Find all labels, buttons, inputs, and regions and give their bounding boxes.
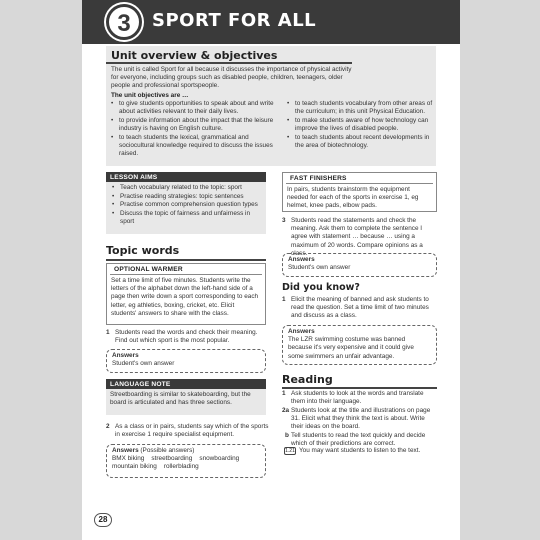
page-number: 28 bbox=[94, 513, 112, 527]
unit-title: SPORT FOR ALL bbox=[152, 10, 317, 31]
unit-number: 3 bbox=[117, 10, 131, 37]
objective-item: • to provide information about the impact that the leisure industry is having on English culture. bbox=[111, 117, 276, 133]
reading-item-2b: b Tell students to read the text quickly and decide which of their predictions are correct. bbox=[285, 432, 426, 448]
optional-warmer-box bbox=[106, 263, 266, 325]
reading-item-2a: 2a Students look at the title and illustrations on page 31. Elicit what they think the text is about. Write their ideas on the board. bbox=[282, 407, 431, 431]
lesson-aim-item: • Practise reading strategies: topic sentences bbox=[112, 193, 262, 201]
language-note-box bbox=[106, 379, 266, 415]
answers-box-2: Answers (Possible answers) BMX biking streetboarding snowboarding mountain biking rollerblading bbox=[106, 444, 266, 478]
fast-finishers-text: In pairs, students brainstorm the equipment needed for each of the sports in exercise 1, eg helmet, knee pads, elbow pads. bbox=[287, 186, 419, 210]
optional-warmer-label: OPTIONAL WARMER bbox=[110, 264, 262, 275]
fast-finishers-label: FAST FINISHERS bbox=[286, 173, 433, 184]
topic-item-2: 2 As a class or in pairs, students say which of the sports in exercise 1 require specialist equipment. bbox=[106, 423, 269, 439]
reading-title: Reading bbox=[282, 373, 333, 386]
language-note-label: LANGUAGE NOTE bbox=[106, 379, 266, 389]
objectives-right bbox=[287, 100, 437, 151]
reading-item-1: 1 Ask students to look at the words and translate them into their language. bbox=[282, 390, 424, 406]
overview-rule bbox=[106, 62, 352, 64]
objective-item: • to teach students about recent developments in the area of biotechnology. bbox=[287, 134, 437, 150]
objective-item: • to make students aware of how technology can improve the lives of disabled people. bbox=[287, 117, 437, 133]
did-you-know-item-1: 1 Elicit the meaning of banned and ask students to read the question. Set a time limit of two minutes and discuss as a class. bbox=[282, 296, 429, 320]
lesson-aim-item: • Discuss the topic of fairness and unfairness in sport bbox=[112, 210, 262, 226]
language-note-text: Streetboarding is similar to skateboarding, but the board is articulated and has three sections. bbox=[110, 391, 251, 407]
cd-track-icon: 1.21 bbox=[285, 448, 295, 454]
lesson-aim-item: • Practise common comprehension question types bbox=[112, 201, 262, 209]
objective-item: • to teach students vocabulary from other areas of the curriculum; in this unit Physical Education. bbox=[287, 100, 437, 116]
unit-header bbox=[82, 0, 460, 44]
overview-intro: The unit is called Sport for all because it discusses the importance of physical activity for everyone, including groups such as disabled people, children, teenagers, older people and professional sportspeople. bbox=[111, 66, 352, 90]
topic-words-title: Topic words bbox=[106, 244, 180, 257]
overview-title: Unit overview & objectives bbox=[111, 49, 278, 62]
optional-warmer-text: Set a time limit of five minutes. Students write the letters of the alphabet down the left-hand side of a page then write down a sport corresponding to each letter, eg athletics, boxing, cricket, etc. Elicit students' answers to share with the class. bbox=[111, 277, 259, 317]
objective-item: • to give students opportunities to speak about and write about activities relevant to their daily lives. bbox=[111, 100, 276, 116]
lesson-aim-item: • Teach vocabulary related to the topic: sport bbox=[112, 184, 262, 192]
answers-box-3: Answers Student's own answer bbox=[282, 253, 437, 277]
answers-box-1: Answers Student's own answer bbox=[106, 349, 266, 373]
unit-number-badge bbox=[106, 4, 142, 40]
topic-item-1: 1 Students read the words and check their meaning. Find out which sport is the most popular. bbox=[106, 329, 258, 345]
item-3: 3 Students read the statements and check the meaning. Ask them to complete the sentence I agree with statement … because … using a maximum of 20 words. Compare opinions as a class. bbox=[282, 217, 423, 257]
textbook-page bbox=[82, 0, 460, 540]
answers-box-4: Answers The LZR swimming costume was banned because it's very expensive and it could give some swimmers an unfair advantage. bbox=[282, 325, 437, 365]
fast-finishers-box bbox=[282, 172, 437, 212]
objective-item: • to teach students the lexical, grammatical and sociocultural knowledge required to discuss the issues raised. bbox=[111, 134, 276, 159]
lesson-aims-label: LESSON AIMS bbox=[106, 172, 266, 182]
reading-rule bbox=[282, 387, 437, 389]
lesson-aims-box bbox=[106, 172, 266, 234]
did-you-know-title: Did you know? bbox=[282, 282, 360, 293]
objectives-heading: The unit objectives are … bbox=[111, 92, 189, 99]
cd-track-text: You may want students to listen to the text. bbox=[299, 447, 421, 454]
topic-words-rule bbox=[106, 259, 266, 261]
objectives-left bbox=[111, 100, 276, 159]
